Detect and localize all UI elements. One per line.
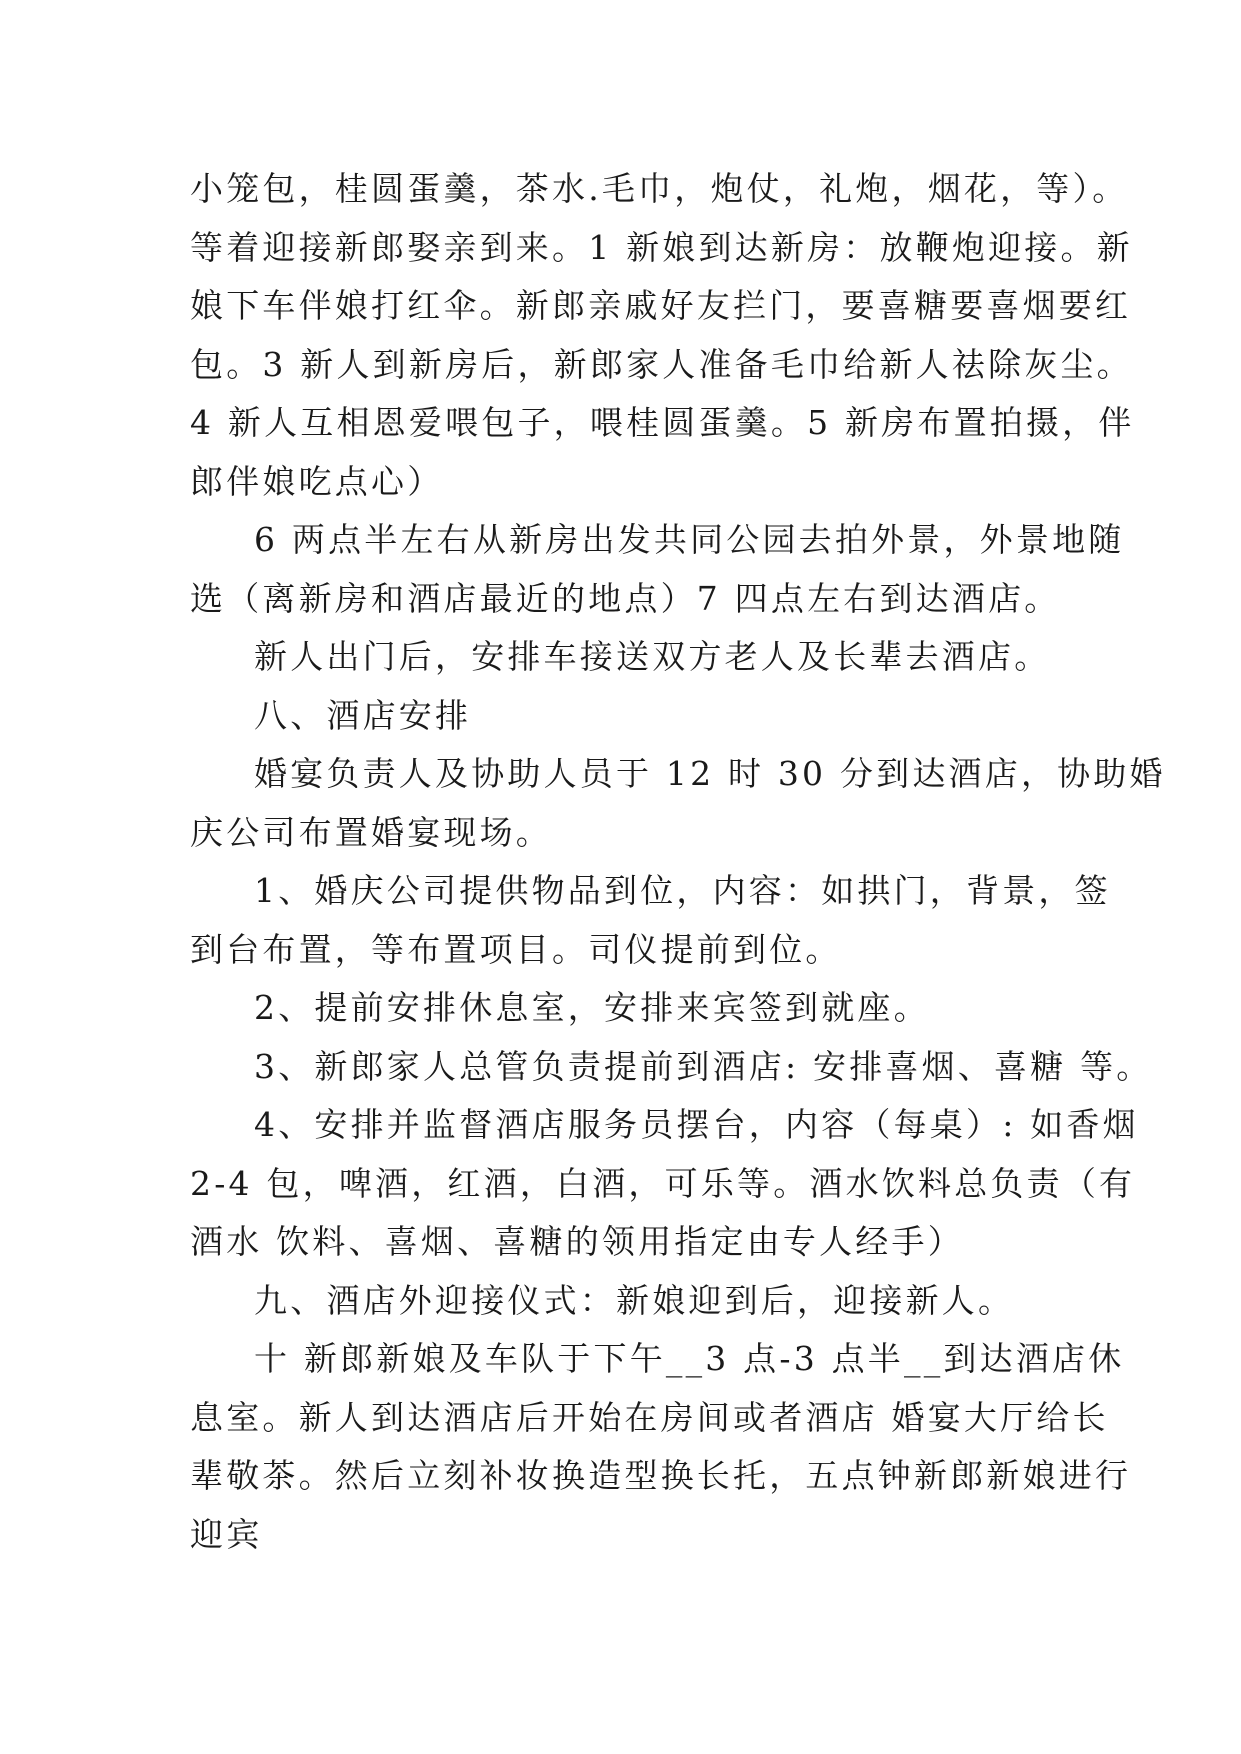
section-heading-9: 九、酒店外迎接仪式：新娘迎到后，迎接新人。 bbox=[254, 1280, 1015, 1320]
text-line-3: 娘下车伴娘打红伞。新郎亲戚好友拦门，要喜糖要喜烟要红 bbox=[190, 286, 1132, 325]
text-line-19: 酒水 饮料、喜烟、喜糖的领用指定由专人经手） bbox=[190, 1222, 964, 1261]
text-line-14: 到台布置，等布置项目。司仪提前到位。 bbox=[190, 929, 842, 969]
list-item-2: 2、提前安排休息室，安排来宾签到就座。 bbox=[254, 988, 930, 1027]
list-item-3: 3、新郎家人总管负责提前到酒店: 安排喜烟、喜糖 等。 bbox=[254, 1046, 1153, 1086]
text-line-2: 等着迎接新郎娶亲到来。1 新娘到达新房：放鞭炮迎接。新 bbox=[190, 227, 1133, 267]
text-line-1: 小笼包，桂圆蛋羹，茶水.毛巾，炮仗，礼炮，烟花，等）。 bbox=[190, 169, 1129, 208]
section-heading-8: 八、酒店安排 bbox=[254, 695, 472, 735]
text-line-24: 迎宾 bbox=[190, 1514, 263, 1554]
list-item-1: 1、婚庆公司提供物品到位，内容：如拱门，背景，签 bbox=[254, 871, 1111, 910]
text-line-22: 息室。新人到达酒店后开始在房间或者酒店 婚宴大厅给长 bbox=[190, 1397, 1109, 1437]
text-line-5: 4 新人互相恩爱喂包子，喂桂圆蛋羹。5 新房布置拍摄，伴 bbox=[190, 403, 1135, 442]
section-heading-10: 十 新郎新娘及车队于下午__3 点-3 点半__到达酒店休 bbox=[254, 1339, 1125, 1378]
text-line-11: 婚宴负责人及协助人员于 12 时 30 分到达酒店，协助婚 bbox=[254, 754, 1166, 793]
text-line-4: 包。3 新人到新房后，新郎家人准备毛巾给新人祛除灰尘。 bbox=[190, 344, 1133, 384]
document-body bbox=[190, 160, 1166, 1564]
text-line-9: 新人出门后，安排车接送双方老人及长辈去酒店。 bbox=[254, 637, 1051, 676]
text-line-8: 选（离新房和酒店最近的地点）7 四点左右到达酒店。 bbox=[190, 578, 1061, 618]
text-line-23: 辈敬茶。然后立刻补妆换造型换长托，五点钟新郎新娘进行 bbox=[190, 1456, 1132, 1495]
text-line-18: 2-4 包，啤酒，红酒，白酒，可乐等。酒水饮料总负责（有 bbox=[190, 1163, 1136, 1203]
text-line-6: 郎伴娘吃点心） bbox=[190, 461, 444, 501]
list-item-4: 4、安排并监督酒店服务员摆台，内容（每桌）: 如香烟 bbox=[254, 1105, 1139, 1144]
text-line-7: 6 两点半左右从新房出发共同公园去拍外景，外景地随 bbox=[254, 520, 1125, 559]
text-line-12: 庆公司布置婚宴现场。 bbox=[190, 812, 552, 852]
